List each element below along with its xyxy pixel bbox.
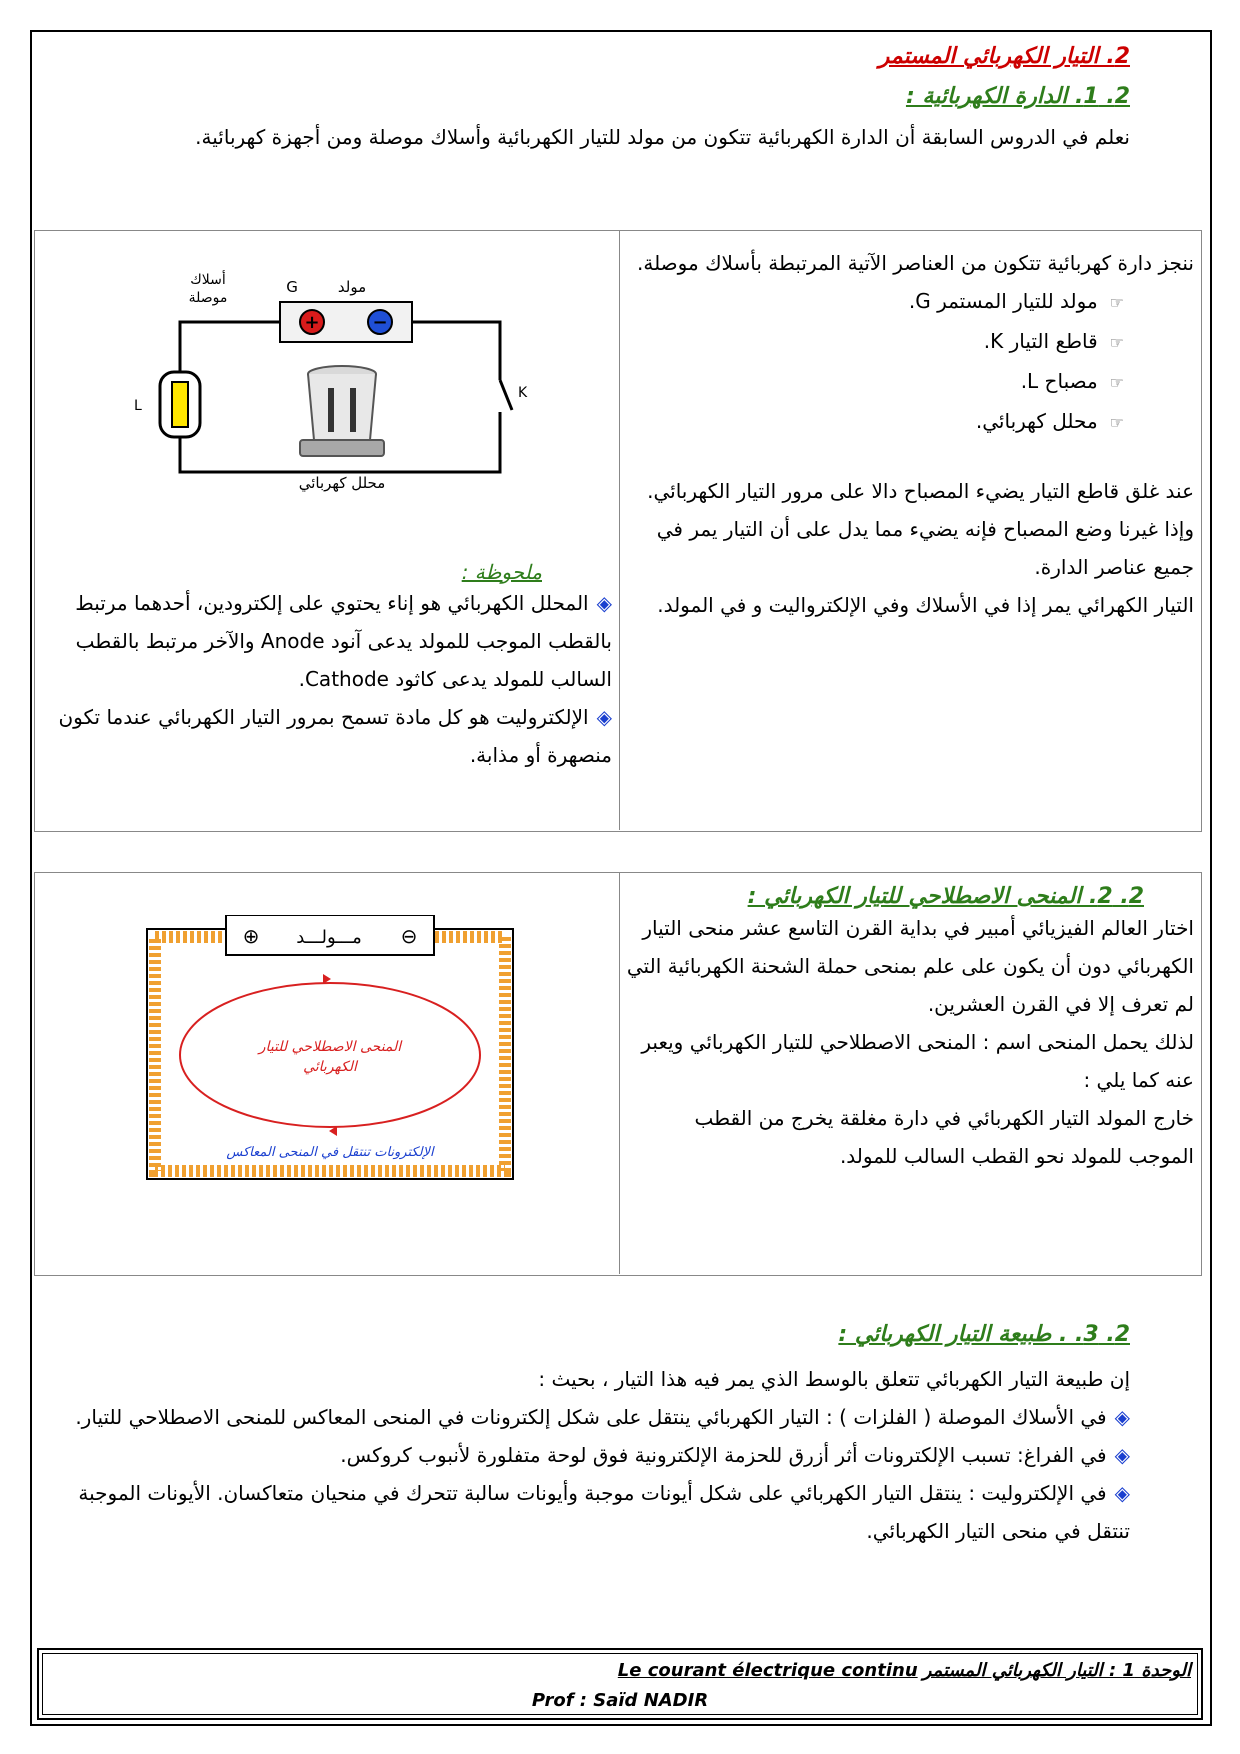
pointer-hand-icon: ☞ bbox=[1109, 413, 1124, 432]
wire bbox=[412, 322, 500, 380]
diamond-bullet-icon: ◈ bbox=[596, 591, 612, 615]
circuit-diagram bbox=[120, 262, 560, 512]
circuit-right-cell bbox=[626, 244, 1194, 624]
wires-label-2: موصلة bbox=[188, 290, 228, 306]
footer-prof: Prof : Saïd NADIR bbox=[531, 1690, 709, 1711]
nature-list bbox=[36, 1398, 1130, 1550]
list-item: ◈الإلكتروليت هو كل مادة تسمح بمرور التيار الكهربائي عندما تكون منصهرة أو مذابة. bbox=[58, 705, 612, 767]
electrolyzer-icon bbox=[300, 366, 384, 456]
minus-symbol: ⊖ bbox=[400, 924, 418, 948]
nature-intro: إن طبيعة التيار الكهربائي تتعلق بالوسط الذي يمر فيه هذا التيار ، بحيث : bbox=[538, 1367, 1130, 1391]
list-item: ☞مولد للتيار المستمر G. bbox=[908, 289, 1124, 313]
pointer-hand-icon: ☞ bbox=[1109, 293, 1124, 312]
loop-label-1: المنحى الاصطلاحي للتيار bbox=[258, 1039, 402, 1055]
generator-label: مولد bbox=[337, 278, 367, 296]
diamond-bullet-icon: ◈ bbox=[596, 705, 612, 729]
direction-right-cell bbox=[626, 884, 1194, 1175]
switch-letter: K bbox=[518, 385, 528, 401]
lamp-filament bbox=[172, 382, 188, 427]
direction-diagram bbox=[145, 915, 515, 1180]
direction-paragraph-3: خارج المولد التيار الكهربائي في دارة مغلقة يخرج من القطب الموجب للمولد نحو القطب السالب للمولد. bbox=[694, 1106, 1194, 1168]
diamond-bullet-icon: ◈ bbox=[1114, 1443, 1130, 1467]
section-title: 2. التيار الكهربائي المستمر bbox=[878, 44, 1130, 69]
footer bbox=[37, 1648, 1203, 1720]
list-item: ☞مصباح L. bbox=[1020, 369, 1124, 393]
direction-table-divider bbox=[619, 872, 620, 1274]
footer-unit: الوحدة 1 : التيار الكهربائي المستمر bbox=[922, 1660, 1191, 1681]
electrolyzer-label: محلل كهربائي bbox=[298, 474, 386, 492]
diamond-bullet-icon: ◈ bbox=[1114, 1481, 1130, 1505]
observation-paragraph-2: التيار الكهرائي يمر إذا في الأسلاك وفي الإلكترواليت و في المولد. bbox=[657, 593, 1194, 617]
diamond-bullet-icon: ◈ bbox=[1114, 1405, 1130, 1429]
switch-k bbox=[500, 380, 512, 410]
plus-sign: + bbox=[304, 312, 320, 333]
list-item: ☞محلل كهربائي. bbox=[975, 409, 1124, 433]
pointer-hand-icon: ☞ bbox=[1109, 333, 1124, 352]
direction-paragraph-1: اختار العالم الفيزيائي أمبير في بداية القرن التاسع عشر منحى التيار الكهربائي دون أن يكون على علم بمنحى حملة الشحنة الكهربائية التي لم تعرف إلا في القرن العشرين. bbox=[626, 916, 1194, 1016]
list-item: ◈في الإلكتروليت : ينتقل التيار الكهربائي على شكل أيونات موجبة وأيونات سالبة تتحرك في منحيان متعاكسان. الأيونات الموجبة تنتقل في منحى التيار الكهربائي. bbox=[78, 1481, 1130, 1543]
direction-paragraph-2: لذلك يحمل المنحى اسم : المنحى الاصطلاحي للتيار الكهربائي ويعبر عنه كما يلي : bbox=[641, 1030, 1194, 1092]
subsection-title-direction: 2. 2. المنحى الاصطلاحي للتيار الكهربائي : bbox=[747, 884, 1144, 909]
lamp-letter: L bbox=[134, 398, 142, 414]
generator-letter: G bbox=[286, 278, 298, 296]
list-item: ☞قاطع التيار K. bbox=[983, 329, 1124, 353]
list-item: ◈المحلل الكهربائي هو إناء يحتوي على إلكترودين، أحدهما مرتبط بالقطب الموجب للمولد يدعى آنود Anode والآخر مرتبط بالقطب السالب للمولد يدعى كاثود Cathode. bbox=[75, 591, 612, 691]
footer-french: Le courant électrique continu bbox=[617, 1660, 918, 1681]
list-item: ◈في الأسلاك الموصلة ( الفلزات ) : التيار الكهربائي ينتقل على شكل إلكترونات في المنحى المعاكس للمنحى الاصطلاحي للتيار. bbox=[75, 1405, 1130, 1429]
footer-line-1 bbox=[51, 1660, 1191, 1681]
intro-paragraph: نعلم في الدروس السابقة أن الدارة الكهربائية تتكون من مولد للتيار الكهربائية وأسلاك موصلة ومن أجهزة كهربائية. bbox=[195, 125, 1130, 149]
subsection-title-nature: 2. 3. . طبيعة التيار الكهربائي : bbox=[838, 1322, 1130, 1347]
minus-sign: − bbox=[372, 312, 388, 333]
note-title: ملحوظة : bbox=[461, 560, 542, 584]
subsection-title-circuit: 2. 1. الدارة الكهربائية : bbox=[905, 84, 1130, 109]
pointer-hand-icon: ☞ bbox=[1109, 373, 1124, 392]
circuit-components-intro: ننجز دارة كهربائية تتكون من العناصر الآتية المرتبطة بأسلاك موصلة. bbox=[636, 251, 1194, 275]
note-block bbox=[40, 560, 612, 774]
wire bbox=[180, 322, 280, 372]
circuit-table-divider bbox=[619, 230, 620, 830]
list-item: ◈في الفراغ: تسبب الإلكترونات أثر أزرق للحزمة الإلكترونية فوق لوحة متفلورة لأنبوب كروكس. bbox=[340, 1443, 1130, 1467]
wires-label-1: أسلاك bbox=[190, 272, 226, 288]
nature-block bbox=[36, 1360, 1130, 1550]
loop-label-2: الكهربائي bbox=[303, 1059, 357, 1075]
plus-symbol: ⊕ bbox=[242, 924, 260, 948]
note-list bbox=[40, 584, 612, 774]
generator-label: مـــولـــد bbox=[296, 927, 362, 948]
components-list bbox=[626, 282, 1124, 442]
observation-paragraph: عند غلق قاطع التيار يضيء المصباح دالا على مرور التيار الكهربائي. وإذا غيرنا وضع المصباح فإنه يضيء مما يدل على أن التيار يمر في جميع عناصر الدارة. bbox=[647, 479, 1194, 579]
electrons-label: الإلكترونات تنتقل في المنحى المعاكس bbox=[226, 1145, 434, 1160]
